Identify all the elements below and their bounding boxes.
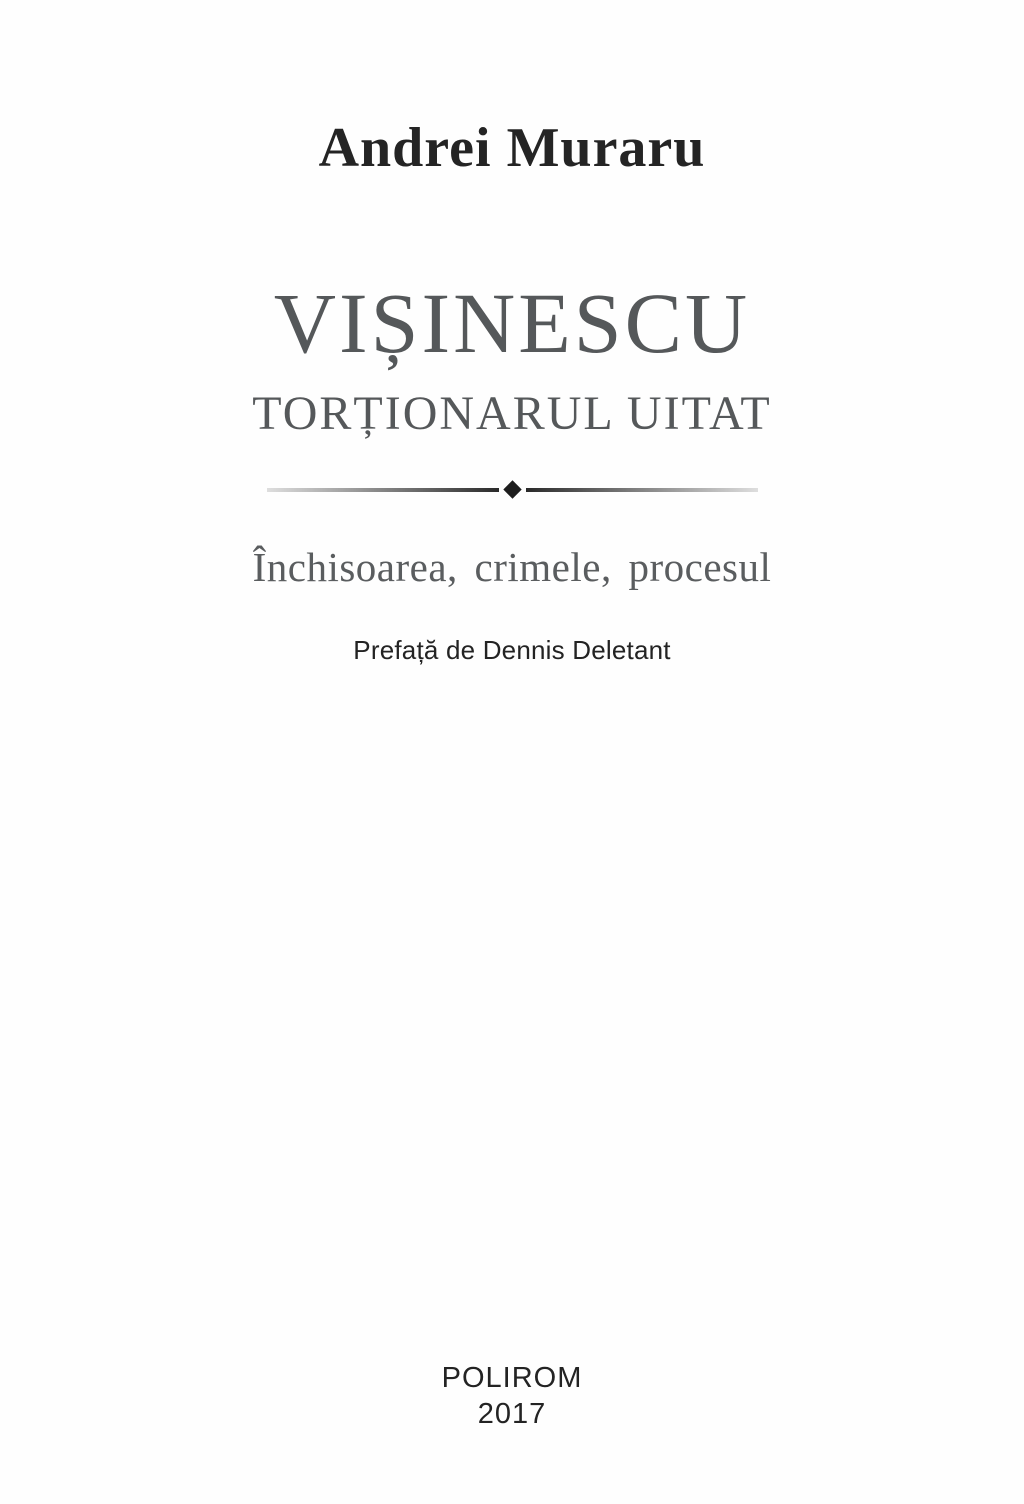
rule-line-left (267, 488, 499, 492)
title-tagline: Închisoarea, crimele, procesul (252, 543, 772, 590)
diamond-icon (503, 480, 521, 498)
preface-credit: Prefață de Dennis Deletant (353, 634, 671, 665)
page-title: VIȘINESCU (273, 274, 751, 371)
decorative-rule (0, 479, 1024, 501)
publication-year: 2017 (477, 1397, 547, 1430)
rule-line-right (526, 488, 758, 492)
author-name: Andrei Muraru (318, 117, 706, 179)
title-subtitle: TORȚIONARUL UITAT (252, 386, 772, 440)
title-block (0, 118, 1024, 666)
imprint-block (0, 1360, 1024, 1433)
publisher-name: POLIROM (441, 1361, 583, 1394)
